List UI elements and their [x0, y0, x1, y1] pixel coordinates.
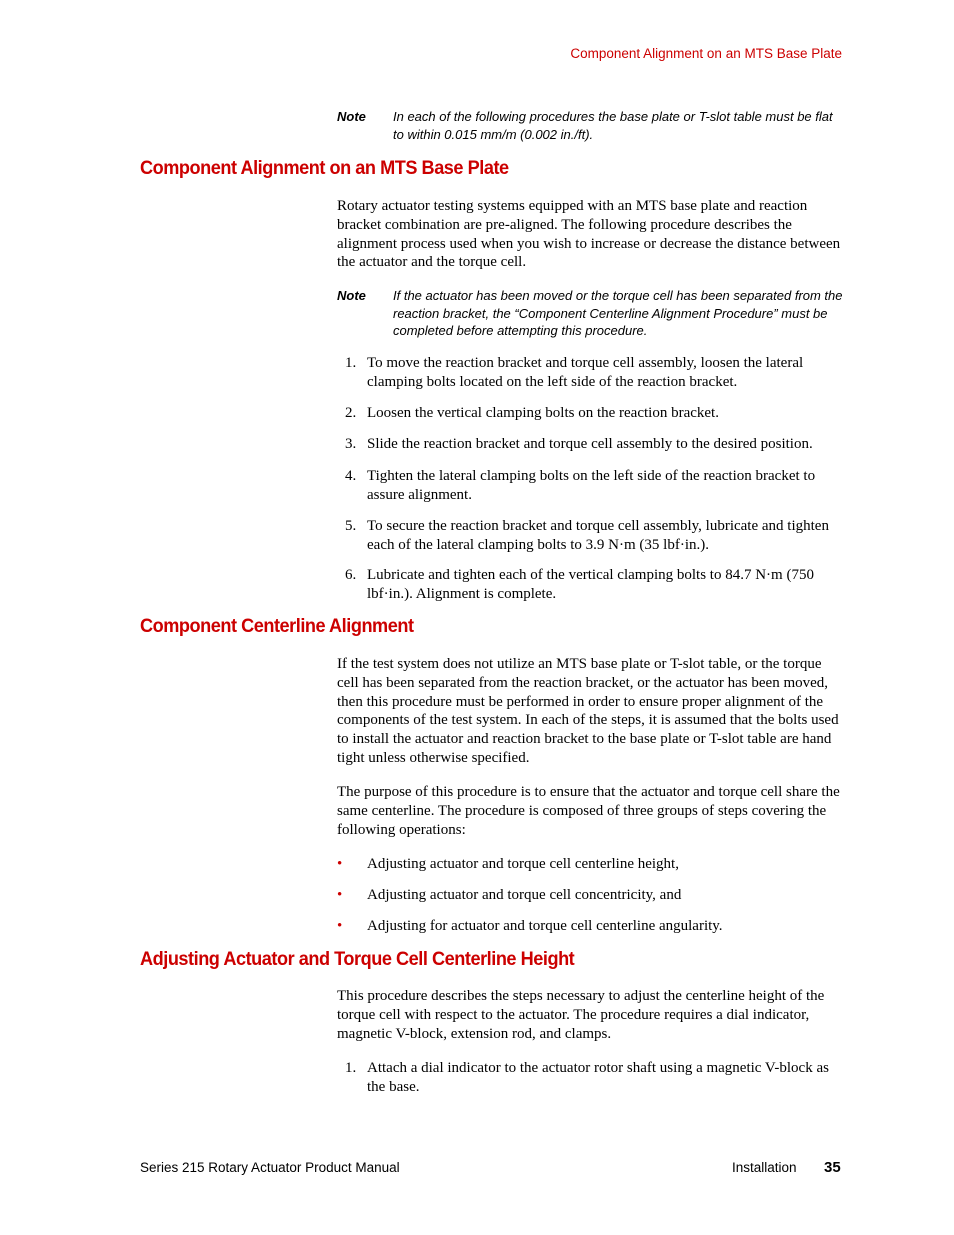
- step-text: Tighten the lateral clamping bolts on the left side of the reaction bracket to assure alignment.: [367, 468, 816, 503]
- section1-note: [337, 287, 847, 340]
- bullet-icon: •: [337, 887, 343, 903]
- note-label: Note: [337, 109, 366, 124]
- step-number: 1.: [345, 355, 357, 371]
- section1-intro: Rotary actuator testing systems equipped with an MTS base plate and reaction bracket combination are pre-aligned. The following procedure describes the alignment process used when you wish to increase or decrease the distance between the actuator and the torque cell.: [337, 198, 841, 271]
- footer-chapter: Installation: [732, 1160, 797, 1175]
- bullet-item: [337, 917, 842, 936]
- bullet-text: Adjusting actuator and torque cell centerline height,: [367, 856, 679, 872]
- step-text: To secure the reaction bracket and torque cell assembly, lubricate and tighten each of the lateral clamping bolts to 3.9 N·m (35 lbf·in.).: [367, 518, 829, 553]
- bullet-text: Adjusting actuator and torque cell concentricity, and: [367, 887, 682, 903]
- step-number: 4.: [345, 468, 357, 484]
- page-number: 35: [824, 1159, 841, 1176]
- step-number: 6.: [345, 567, 357, 583]
- list-item: [337, 435, 842, 454]
- section-heading-centerline-height: Adjusting Actuator and Torque Cell Centerline Height: [140, 948, 575, 970]
- bullet-text: Adjusting for actuator and torque cell centerline angularity.: [367, 918, 723, 934]
- list-item: [337, 517, 842, 555]
- step-text: Slide the reaction bracket and torque cell assembly to the desired position.: [367, 436, 813, 452]
- step-number: 5.: [345, 518, 357, 534]
- step-text: Attach a dial indicator to the actuator rotor shaft using a magnetic V-block as the base.: [367, 1060, 829, 1095]
- note-text: In each of the following procedures the base plate or T-slot table must be flat to within 0.015 mm/m (0.002 in./ft).: [393, 109, 833, 142]
- running-header: Component Alignment on an MTS Base Plate: [570, 46, 842, 61]
- bullet-icon: •: [337, 856, 343, 872]
- bullet-item: [337, 855, 842, 874]
- section3-intro: This procedure describes the steps necessary to adjust the centerline height of the torque cell with respect to the actuator. The procedure requires a dial indicator, magnetic V-block, extension rod, and clamps.: [337, 988, 825, 1042]
- step-text: Loosen the vertical clamping bolts on the reaction bracket.: [367, 405, 719, 421]
- list-item: [337, 404, 842, 423]
- note-label: Note: [337, 288, 366, 303]
- note-text: If the actuator has been moved or the torque cell has been separated from the reaction bracket, the “Component Centerline Alignment Procedure” must be completed before attempting this procedure.: [393, 288, 843, 338]
- top-note: [337, 108, 847, 143]
- section2-para1: If the test system does not utilize an MTS base plate or T-slot table, or the torque cell has been separated from the reaction bracket, or the actuator has been moved, then this procedure must be performed in order to ensure proper alignment of the components of the test system. In each of the steps, it is assumed that the bolts used to install the actuator and reaction bracket to the base plate or T-slot table are hand tight unless otherwise specified.: [337, 656, 839, 766]
- step-number: 1.: [345, 1060, 357, 1076]
- step-number: 2.: [345, 405, 357, 421]
- list-item: [337, 467, 842, 505]
- step-text: To move the reaction bracket and torque cell assembly, loosen the lateral clamping bolts located on the left side of the reaction bracket.: [367, 355, 804, 390]
- section-heading-base-plate: Component Alignment on an MTS Base Plate: [140, 157, 509, 179]
- step-text: Lubricate and tighten each of the vertical clamping bolts to 84.7 N·m (750 lbf·in.). Alignment is complete.: [367, 567, 814, 602]
- section-heading-centerline: Component Centerline Alignment: [140, 615, 414, 637]
- list-item: [337, 1059, 842, 1097]
- footer-manual-title: Series 215 Rotary Actuator Product Manual: [140, 1160, 400, 1175]
- list-item: [337, 354, 842, 392]
- list-item: [337, 566, 842, 604]
- bullet-icon: •: [337, 918, 343, 934]
- bullet-item: [337, 886, 842, 905]
- section2-para2: The purpose of this procedure is to ensure that the actuator and torque cell share the same centerline. The procedure is composed of three groups of steps covering the following operations:: [337, 784, 840, 838]
- step-number: 3.: [345, 436, 357, 452]
